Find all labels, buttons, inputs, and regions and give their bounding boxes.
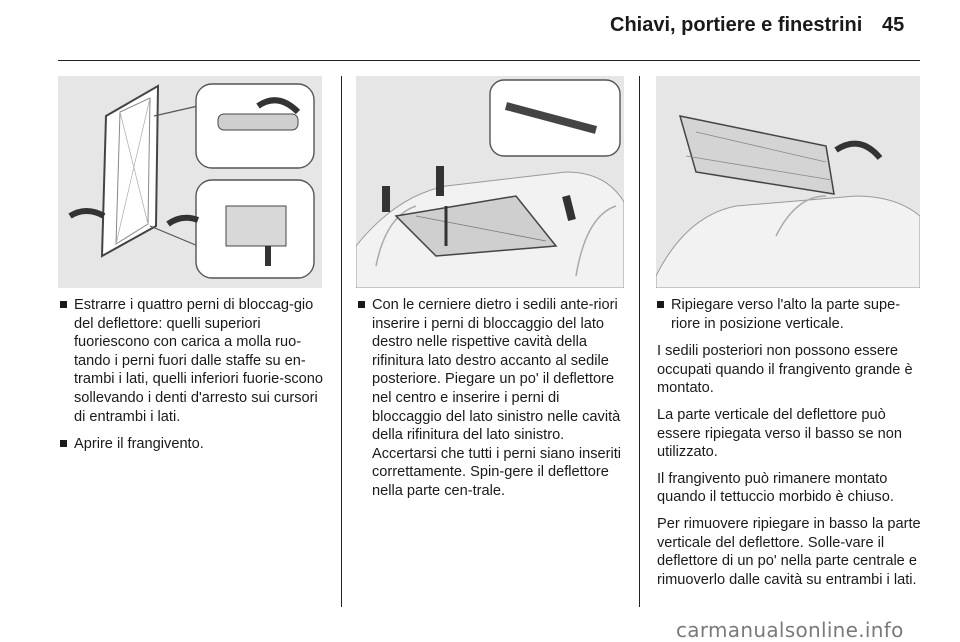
bullet-marker [60, 440, 67, 447]
figure-deflector-folding [656, 76, 920, 288]
column-divider-2 [639, 76, 640, 607]
bullet-text: Ripiegare verso l'alto la parte supe-riore in posizione verticale. [671, 297, 901, 332]
column-2 [358, 296, 628, 510]
bullet-marker [657, 301, 664, 308]
column-divider-1 [341, 76, 342, 607]
bullet-marker [60, 301, 67, 308]
paragraph: Per rimuovere ripiegare in basso la parte verticale del deflettore. Solle-vare il deflettore di un po' nella parte centrale e rimuoverlo dalle cavità su entrambi i lati. [657, 515, 921, 588]
bullet-text: Con le cerniere dietro i sedili ante-riori inserire i perni di bloccaggio del lato destro nelle rispettive cavità della rifinitura lato destro accanto al sedile posteriore. Piegare un po' il deflettore nel centro e inserire i perni di bloccaggio del lato sinistro nelle cavità della rifinitura del lato sinistro. Accertarsi che tutti i perni siano inseriti correttamente. Spin-gere il deflettore nella parte cen-trale. [372, 297, 622, 499]
bullet-item [358, 296, 628, 501]
bullet-marker [358, 301, 365, 308]
column-3 [657, 296, 925, 597]
header-rule [58, 60, 920, 61]
watermark: carmanualsonline.info [676, 618, 904, 642]
paragraph: I sedili posteriori non possono essere occupati quando il frangivento grande è montato. [657, 343, 913, 397]
page-number: 45 [882, 14, 905, 36]
header-title: Chiavi, portiere e finestrini [610, 14, 863, 36]
bullet-item [60, 435, 328, 454]
figure-deflector-insertion [356, 76, 624, 288]
bullet-text: Estrarre i quattro perni di bloccag-gio del deflettore: quelli superiori fuoriescono con carica a molla ruo-tando i perni fuori dalle staffe su en-trambi i lati, quelli inferiori fuorie-scono sollevando i denti d'arresto sui cursori di entrambi i lati. [74, 297, 324, 425]
bullet-text: Aprire il frangivento. [74, 436, 204, 453]
paragraph: Il frangivento può rimanere montato quando il tettuccio morbido è chiuso. [657, 470, 894, 506]
column-1 [60, 296, 328, 463]
bullet-item [60, 296, 328, 426]
paragraph: La parte verticale del deflettore può essere ripiegata verso il basso se non utilizzato. [657, 406, 902, 461]
bullet-item [657, 296, 925, 333]
figure-deflector-removal [58, 76, 322, 288]
